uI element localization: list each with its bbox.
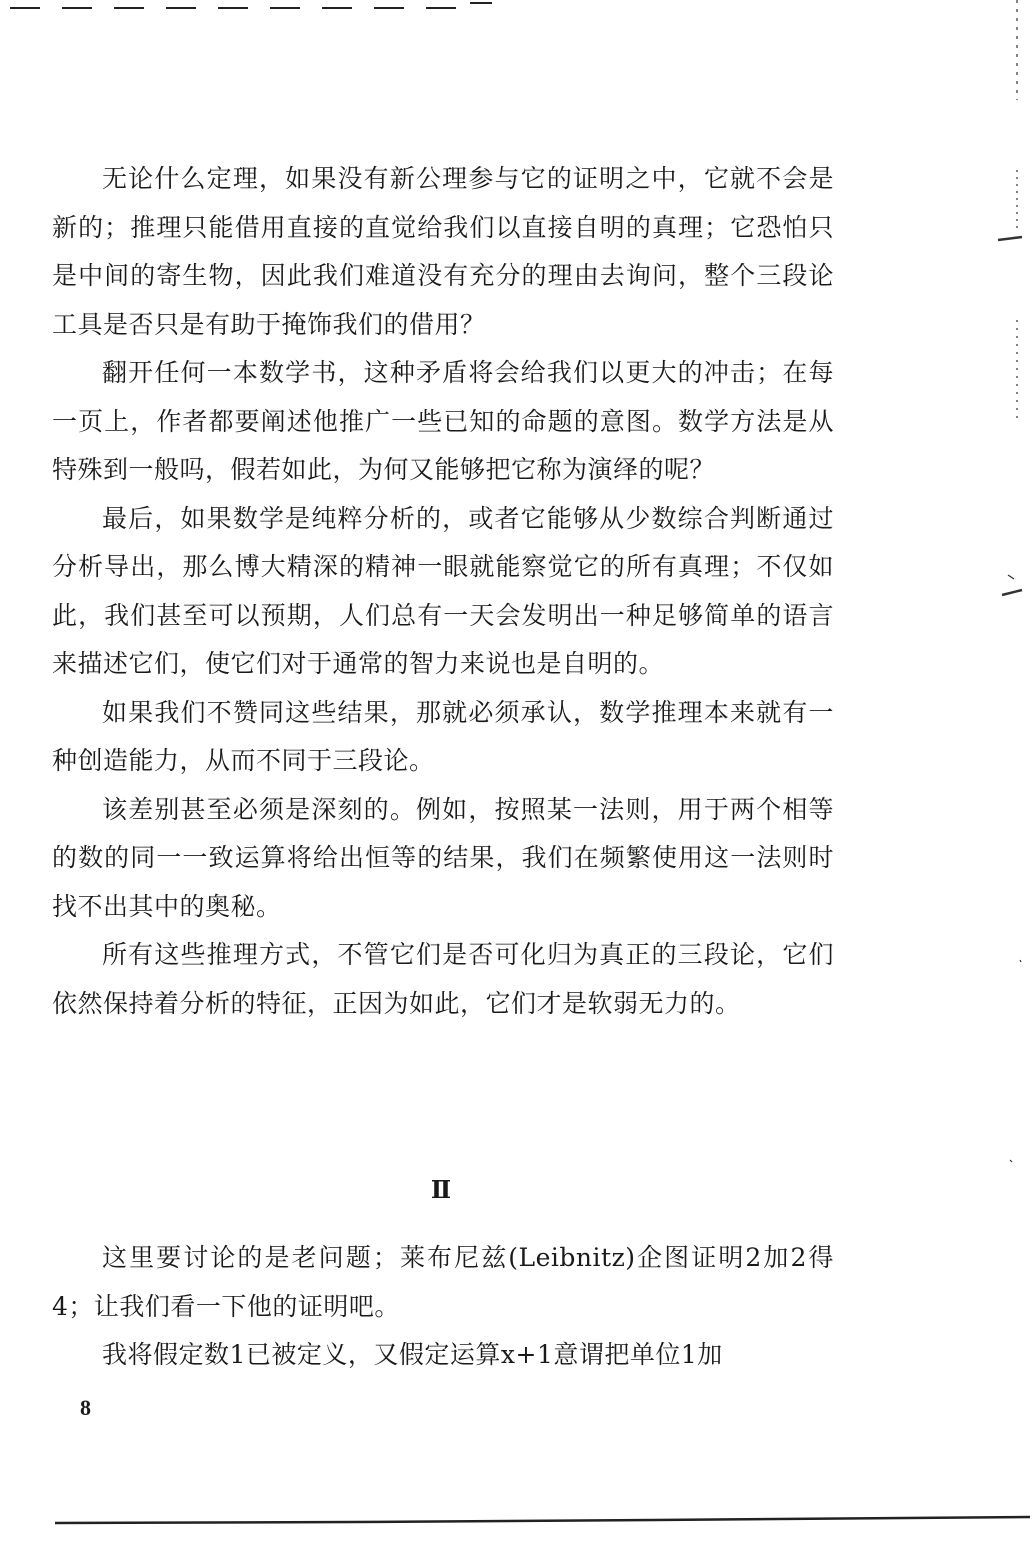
scan-margin-marks [980,0,1036,1300]
paragraph-profound-difference: 该差别甚至必须是深刻的。例如，按照某一法则，用于两个相等的数的同一一致运算将给出恒等的结果，我们在频繁使用这一法则时找不出其中的奥秘。 [52,794,834,921]
paragraph-creative-power: 如果我们不赞同这些结果，那就必须承认，数学推理本来就有一种创造能力，从而不同于三段论。 [52,697,834,775]
main-text-section-2 [52,1234,834,1380]
top-dashed-rule [0,0,500,14]
section-heading-roman-2: Ⅱ [430,1178,452,1204]
paragraph-theorem-novelty: 无论什么定理，如果没有新公理参与它的证明之中，它就不会是新的；推理只能借用直接的直觉给我们以直接自明的真理；它恐怕只是中间的寄生物，因此我们难道没有充分的理由去询问，整个三段论工具是否只是有助于掩饰我们的借用？ [52,164,834,339]
paragraph-definition-assumption: 我将假定数1已被定义，又假定运算x+1意谓把单位1加 [102,1340,723,1369]
paragraph-leibnitz-proof: 这里要讨论的是老问题；莱布尼兹(Leibnitz)企图证明2加2得4；让我们看一下他的证明吧。 [52,1243,834,1321]
paragraph-pure-analysis: 最后，如果数学是纯粹分析的，或者它能够从少数综合判断通过分析导出，那么博大精深的精神一眼就能察觉它的所有真理；不仅如此，我们甚至可以预期，人们总有一天会发明出一种足够简单的语言来描述它们，使它们对于通常的智力来说也是自明的。 [52,503,834,678]
paragraph-math-book-contradiction: 翻开任何一本数学书，这种矛盾将会给我们以更大的冲击；在每一页上，作者都要阐述他推广一些已知的命题的意图。数学方法是从特殊到一般吗，假若如此，为何又能够把它称为演绎的呢？ [52,358,834,484]
paragraph-analytic-character: 所有这些推理方式，不管它们是否可化归为真正的三段论，它们依然保持着分析的特征，正因为如此，它们才是软弱无力的。 [52,940,834,1018]
page-number: 8 [80,1395,91,1420]
main-text-section-1 [52,155,834,1028]
bottom-scan-rule [55,1515,1030,1527]
